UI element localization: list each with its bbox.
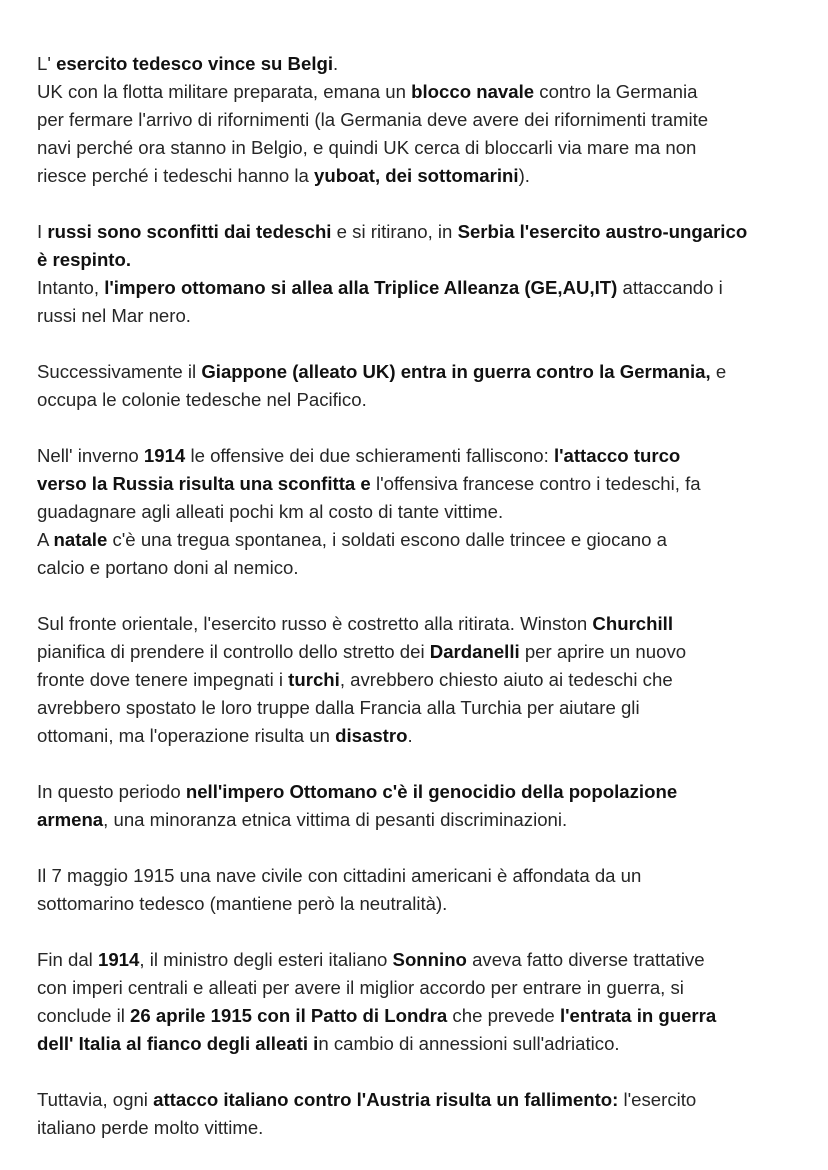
text-run: Intanto, xyxy=(37,277,105,298)
bold-text: è respinto. xyxy=(37,249,132,270)
bold-text: 1914 xyxy=(97,949,140,970)
bold-text: turchi xyxy=(288,669,340,690)
bold-text: russi sono sconfitti dai tedeschi xyxy=(47,221,332,242)
text-line xyxy=(37,358,808,386)
text-run: guadagnare agli alleati pochi km al costo di tante vittime. xyxy=(37,501,504,522)
text-line xyxy=(37,302,808,330)
text-line xyxy=(37,162,808,190)
text-line xyxy=(37,890,808,918)
text-line xyxy=(37,638,808,666)
text-line xyxy=(37,610,808,638)
text-run: Sul fronte orientale, l'esercito russo è costretto alla ritirata. Winston xyxy=(37,613,593,634)
bold-text: l'attacco turco xyxy=(553,445,681,466)
text-run: conclude il xyxy=(37,1005,131,1026)
text-run: A xyxy=(37,529,54,550)
text-run: n cambio di annessioni sull'adriatico. xyxy=(318,1033,620,1054)
bold-text: verso la Russia risulta una sconfitta e xyxy=(37,473,371,494)
text-run: UK con la flotta militare preparata, emana un xyxy=(37,81,412,102)
text-run: Fin dal xyxy=(37,949,98,970)
text-run: ). xyxy=(518,165,530,186)
text-line xyxy=(37,134,808,162)
text-run: Successivamente il xyxy=(37,361,202,382)
text-run: L' xyxy=(37,53,57,74)
text-line xyxy=(37,106,808,134)
bold-text: l'entrata in guerra xyxy=(559,1005,717,1026)
text-run: l'offensiva francese contro i tedeschi, fa xyxy=(370,473,701,494)
bold-text: natale xyxy=(53,529,108,550)
text-run: contro la Germania xyxy=(534,81,698,102)
text-run: con imperi centrali e alleati per avere il miglior accordo per entrare in guerra, si xyxy=(37,977,684,998)
bold-text: Dardanelli xyxy=(429,641,520,662)
text-run: riesce perché i tedeschi hanno la xyxy=(37,165,315,186)
text-run: l'esercito xyxy=(618,1089,697,1110)
text-line xyxy=(37,1030,808,1058)
text-line xyxy=(37,274,808,302)
paragraph xyxy=(37,358,808,414)
text-run: occupa le colonie tedesche nel Pacifico. xyxy=(37,389,367,410)
text-run: Nell' inverno xyxy=(37,445,144,466)
text-run: e si ritirano, in xyxy=(331,221,458,242)
text-run: per fermare l'arrivo di rifornimenti (la Germania deve avere dei rifornimenti tramite xyxy=(37,109,709,130)
text-line xyxy=(37,246,808,274)
text-line xyxy=(37,218,808,246)
text-run: . xyxy=(407,725,413,746)
bold-text: Giappone (alleato UK) entra in guerra contro la Germania, xyxy=(201,361,711,382)
paragraph xyxy=(37,946,808,1058)
text-line xyxy=(37,694,808,722)
paragraph xyxy=(37,778,808,834)
bold-text: Sonnino xyxy=(392,949,467,970)
text-line xyxy=(37,554,808,582)
paragraph xyxy=(37,50,808,190)
text-run: fronte dove tenere impegnati i xyxy=(37,669,289,690)
bold-text: dell' Italia al fianco degli alleati i xyxy=(37,1033,319,1054)
text-run: navi perché ora stanno in Belgio, e quindi UK cerca di bloccarli via mare ma non xyxy=(37,137,697,158)
text-line xyxy=(37,974,808,1002)
text-run: le offensive dei due schieramenti falliscono: xyxy=(185,445,554,466)
text-line xyxy=(37,1002,808,1030)
text-line xyxy=(37,862,808,890)
text-line xyxy=(37,666,808,694)
text-run: per aprire un nuovo xyxy=(519,641,687,662)
text-line xyxy=(37,50,808,78)
bold-text: l'impero ottomano si allea alla Triplice Alleanza (GE,AU,IT) xyxy=(104,277,618,298)
bold-text: attacco italiano contro l'Austria risulta un fallimento: xyxy=(153,1089,619,1110)
bold-text: esercito tedesco vince su Belgi xyxy=(56,53,334,74)
text-line xyxy=(37,470,808,498)
text-run: , avrebbero chiesto aiuto ai tedeschi che xyxy=(339,669,673,690)
text-run: sottomarino tedesco (mantiene però la neutralità). xyxy=(37,893,448,914)
text-run: Tuttavia, ogni xyxy=(37,1089,154,1110)
text-run: aveva fatto diverse trattative xyxy=(466,949,705,970)
text-line xyxy=(37,946,808,974)
text-run: calcio e portano doni al nemico. xyxy=(37,557,299,578)
bold-text: Churchill xyxy=(592,613,673,634)
text-run: Il 7 maggio 1915 una nave civile con cittadini americani è affondata da un xyxy=(37,865,642,886)
text-run: I xyxy=(37,221,48,242)
text-line xyxy=(37,78,808,106)
text-run: russi nel Mar nero. xyxy=(37,305,191,326)
text-line xyxy=(37,442,808,470)
text-run: In questo periodo xyxy=(37,781,186,802)
text-run: , il ministro degli esteri italiano xyxy=(139,949,393,970)
bold-text: disastro xyxy=(335,725,408,746)
paragraph xyxy=(37,218,808,330)
bold-text: nell'impero Ottomano c'è il genocidio della popolazione xyxy=(185,781,678,802)
text-line xyxy=(37,1086,808,1114)
text-run: attaccando i xyxy=(617,277,723,298)
text-line xyxy=(37,386,808,414)
text-run: pianifica di prendere il controllo dello stretto dei xyxy=(37,641,430,662)
text-run: e xyxy=(710,361,727,382)
paragraph xyxy=(37,610,808,750)
text-line xyxy=(37,778,808,806)
text-line xyxy=(37,722,808,750)
text-run: italiano perde molto vittime. xyxy=(37,1117,264,1138)
text-run: avrebbero spostato le loro truppe dalla Francia alla Turchia per aiutare gli xyxy=(37,697,640,718)
text-line xyxy=(37,526,808,554)
text-line xyxy=(37,498,808,526)
paragraph xyxy=(37,1086,808,1142)
paragraph xyxy=(37,862,808,918)
text-run: , una minoranza etnica vittima di pesanti discriminazioni. xyxy=(103,809,568,830)
bold-text: Serbia l'esercito austro-ungarico xyxy=(457,221,748,242)
bold-text: 26 aprile 1915 con il Patto di Londra xyxy=(130,1005,448,1026)
bold-text: 1914 xyxy=(143,445,186,466)
text-line xyxy=(37,1114,808,1142)
text-line xyxy=(37,806,808,834)
text-run: ottomani, ma l'operazione risulta un xyxy=(37,725,336,746)
bold-text: armena xyxy=(37,809,104,830)
text-run: c'è una tregua spontanea, i soldati escono dalle trincee e giocano a xyxy=(107,529,667,550)
bold-text: yuboat, dei sottomarini xyxy=(314,165,519,186)
bold-text: blocco navale xyxy=(411,81,535,102)
paragraph xyxy=(37,442,808,582)
text-run: che prevede xyxy=(447,1005,560,1026)
text-run: . xyxy=(333,53,339,74)
